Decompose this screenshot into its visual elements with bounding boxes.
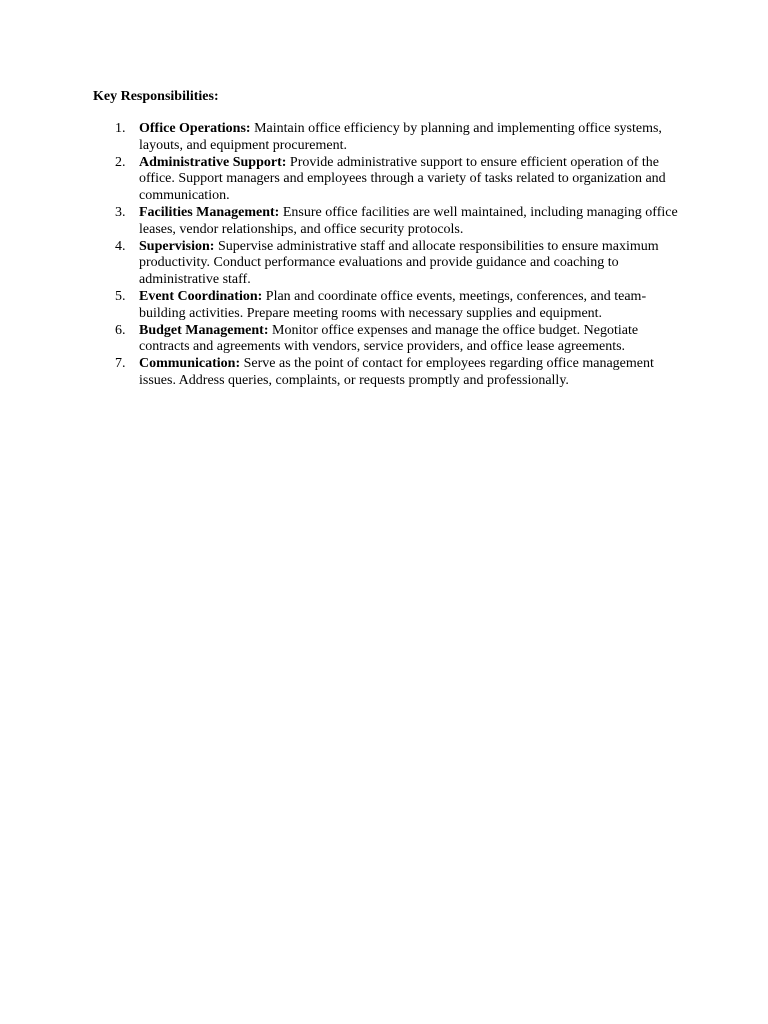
item-title: Event Coordination: — [139, 288, 263, 304]
responsibilities-list — [93, 121, 683, 390]
list-item — [93, 356, 683, 390]
item-title: Office Operations: — [139, 121, 251, 136]
section-heading: Key Responsibilities: — [93, 89, 219, 104]
item-text: Monitor office expenses and manage the office budget. Negotiate contracts and agreements with vendors, service providers, and office lease agreements. — [139, 322, 639, 355]
item-text: Supervise administrative staff and allocate responsibilities to ensure maximum productivity. Conduct performance evaluations and provide guidance and coaching to administrative staff. — [139, 238, 659, 288]
item-text: Provide administrative support to ensure efficient operation of the office. Support managers and employees through a variety of tasks related to organization and communication. — [139, 154, 666, 204]
list-number: 6. — [115, 322, 126, 338]
item-title: Communication: — [139, 356, 241, 372]
item-title: Facilities Management: — [139, 204, 280, 220]
list-number: 4. — [115, 238, 126, 254]
list-number: 1. — [115, 121, 126, 136]
list-item — [93, 121, 683, 155]
item-title: Budget Management: — [139, 322, 269, 338]
item-text: Ensure office facilities are well maintained, including managing office leases, vendor relationships, and office security protocols. — [139, 204, 678, 237]
item-text: Plan and coordinate office events, meetings, conferences, and team-building activities. Prepare meeting rooms with necessary supplies and equipment. — [139, 288, 647, 321]
item-text: Serve as the point of contact for employees regarding office management issues. Address queries, complaints, or requests promptly and professionally. — [139, 356, 654, 388]
list-number: 7. — [115, 356, 126, 372]
list-item — [93, 289, 683, 323]
list-item — [93, 239, 683, 289]
list-item — [93, 155, 683, 205]
list-number: 2. — [115, 154, 126, 170]
list-item — [93, 323, 683, 357]
list-number: 3. — [115, 204, 126, 220]
item-title: Administrative Support: — [139, 154, 287, 170]
item-text: Maintain office efficiency by planning and implementing office systems, layouts, and equipment procurement. — [139, 121, 662, 153]
list-item — [93, 205, 683, 239]
item-title: Supervision: — [139, 238, 215, 254]
list-number: 5. — [115, 288, 126, 304]
